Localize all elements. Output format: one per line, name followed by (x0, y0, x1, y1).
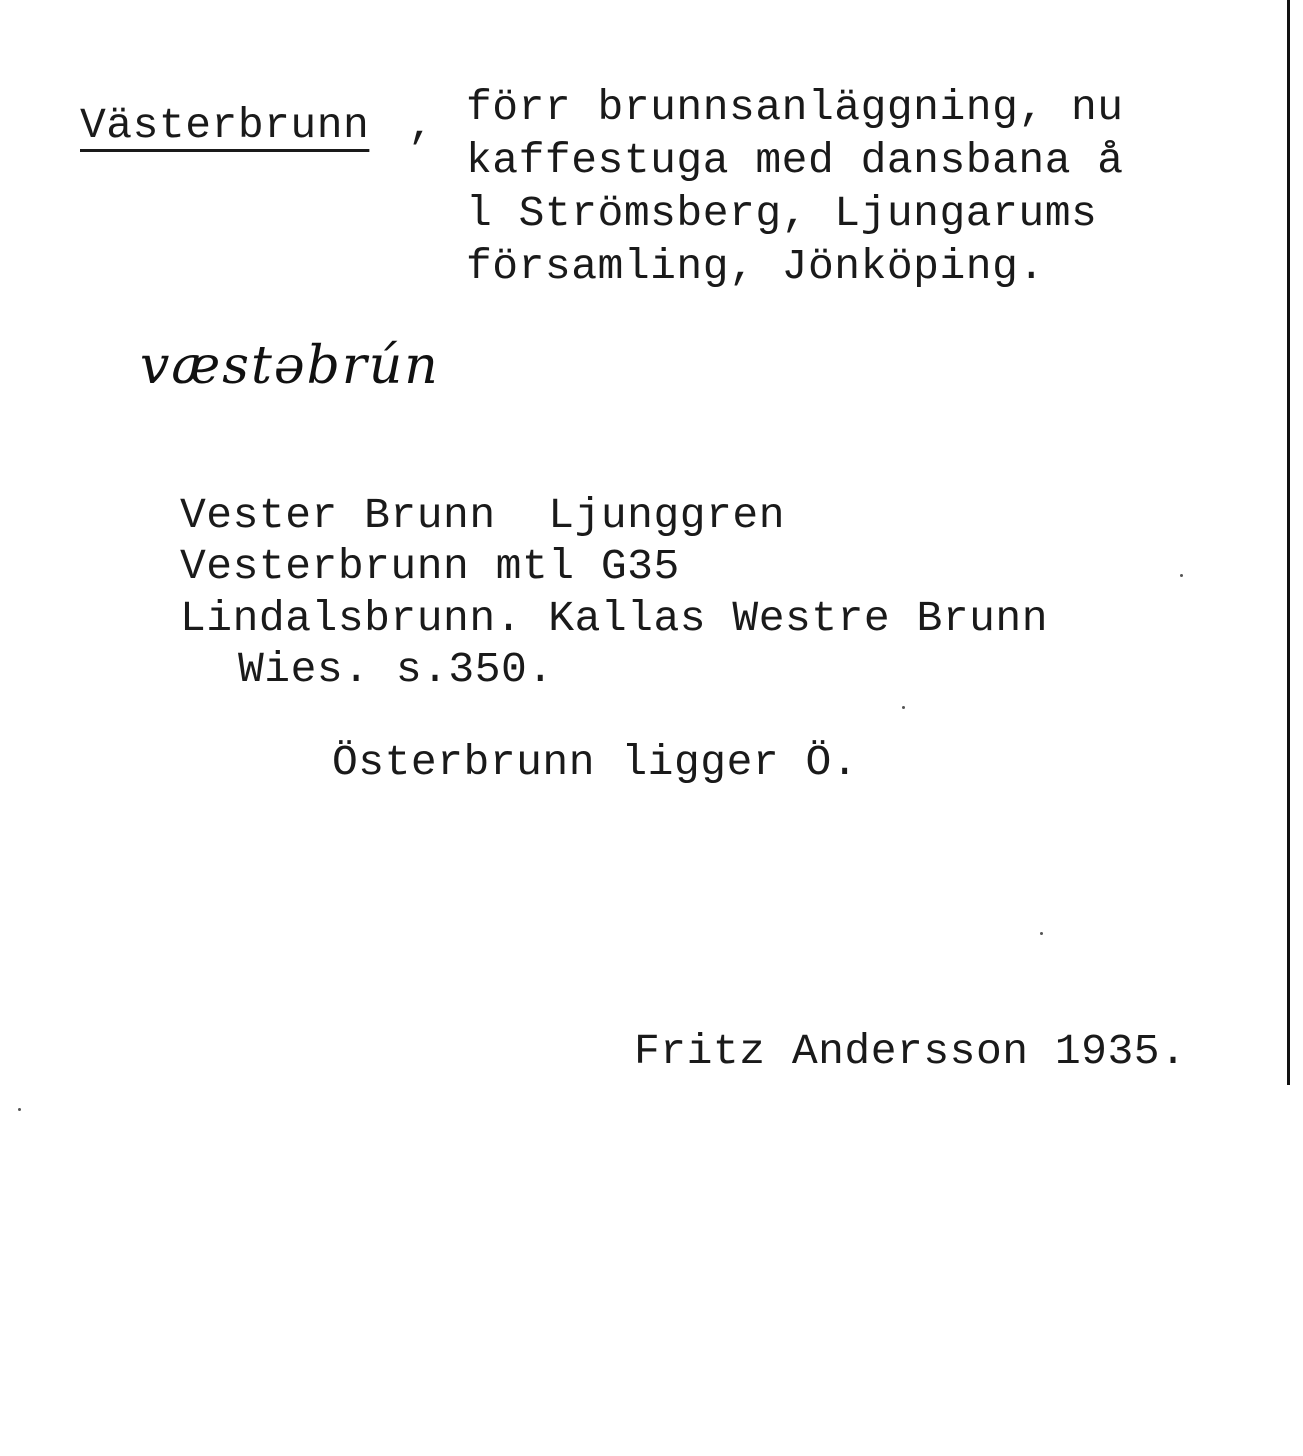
description-line-2: kaffestuga med dansbana å (466, 136, 1124, 185)
description-line-4: församling, Jönköping. (466, 242, 1045, 291)
source-line-2: Vesterbrunn mtl G35 (180, 542, 680, 591)
source-line-3: Lindalsbrunn. Kallas Westre Brunn (180, 594, 1049, 643)
description-line-1: förr brunnsanläggning, nu (466, 83, 1124, 132)
card-edge-line (1287, 0, 1290, 1085)
speck (1180, 574, 1183, 577)
speck (902, 706, 905, 709)
headword: Västerbrunn (80, 101, 370, 150)
speck (18, 1108, 21, 1111)
signature: Fritz Andersson 1935. (634, 1027, 1187, 1076)
phonetic-transcription: vӕstəbrún (140, 336, 440, 396)
headword-comma: , (408, 101, 435, 150)
speck (1040, 932, 1043, 935)
source-line-1: Vester Brunn Ljunggren (180, 491, 785, 540)
note-line: Österbrunn ligger Ö. (332, 738, 859, 787)
description-line-3: l Strömsberg, Ljungarums (466, 189, 1098, 238)
source-line-4: Wies. s.350. (238, 645, 554, 694)
